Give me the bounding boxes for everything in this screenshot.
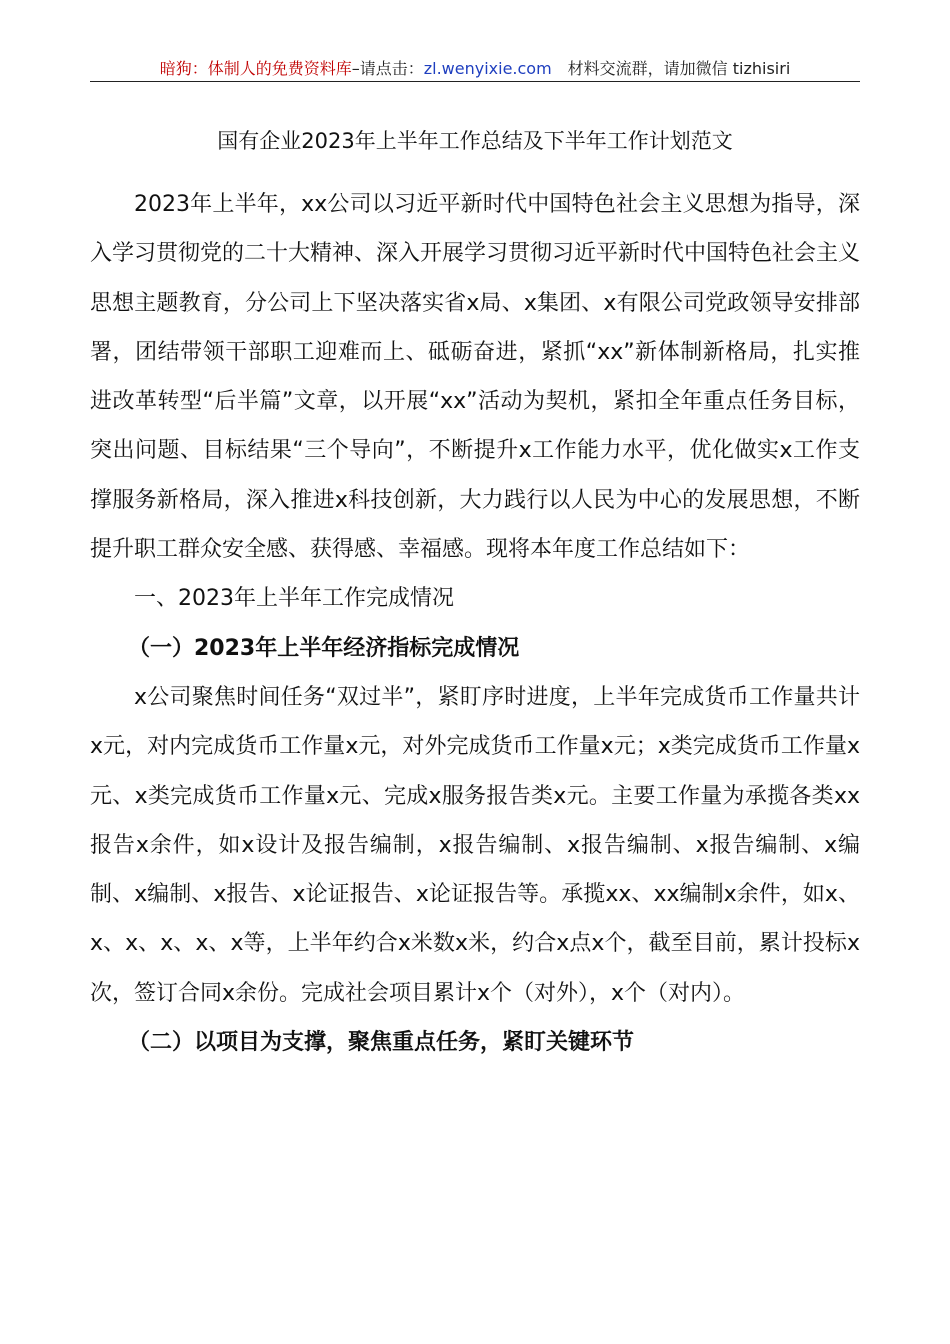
subsection-1-heading: （一）2023年上半年经济指标完成情况	[128, 635, 520, 661]
header-divider	[90, 81, 860, 82]
section-1-heading: 一、2023年上半年工作完成情况	[134, 586, 454, 612]
document-title: 国有企业2023年上半年工作总结及下半年工作计划范文	[217, 129, 733, 153]
header-wechat-text: 材料交流群，请加微信 tizhisiri	[567, 59, 791, 78]
intro-paragraph: 2023年上半年，xx公司以习近平新时代中国特色社会主义思想为指导，深入学习贯彻党的二十大精神、深入开展学习贯彻习近平新时代中国特色社会主义思想主题教育，分公司上下坚决落实省x局、x集团、x有限公司党政领导安排部署，团结带领干部职工迎难而上、砥砺奋进，紧抓“xx”新体制新格局，扎实推进改革转型“后半篇”文章，以开展“xx”活动为契机，紧扣全年重点任务目标，突出问题、目标结果“三个导向”，不断提升x工作能力水平，优化做实x工作支撑服务新格局，深入推进x科技创新，大力践行以人民为中心的发展思想，不断提升职工群众安全感、获得感、幸福感。现将本年度工作总结如下：	[90, 192, 861, 563]
subsection-1-paragraph: x公司聚焦时间任务“双过半”，紧盯序时进度，上半年完成货币工作量共计x元，对内完成货币工作量x元，对外完成货币工作量x元；x类完成货币工作量x元、x类完成货币工作量x元、完成x服务报告类x元。主要工作量为承揽各类xx报告x余件，如x设计及报告编制，x报告编制、x报告编制、x报告编制、x编制、x编制、x报告、x论证报告、x论证报告等。承揽xx、xx编制x余件，如x、x、x、x、x、x等，上半年约合x米数x米，约合x点x个，截至目前，累计投标x次，签订合同x余份。完成社会项目累计x个（对外），x个（对内）。	[90, 684, 860, 1006]
header-click-text: –请点击：	[351, 59, 424, 78]
document-body	[90, 180, 860, 1067]
subsection-2-heading: （二）以项目为支撑，聚焦重点任务，紧盯关键环节	[128, 1030, 635, 1056]
header-url-link[interactable]: zl.wenyixie.com	[423, 59, 552, 78]
header-brand: 暗狗：体制人的免费资料库	[159, 59, 352, 78]
